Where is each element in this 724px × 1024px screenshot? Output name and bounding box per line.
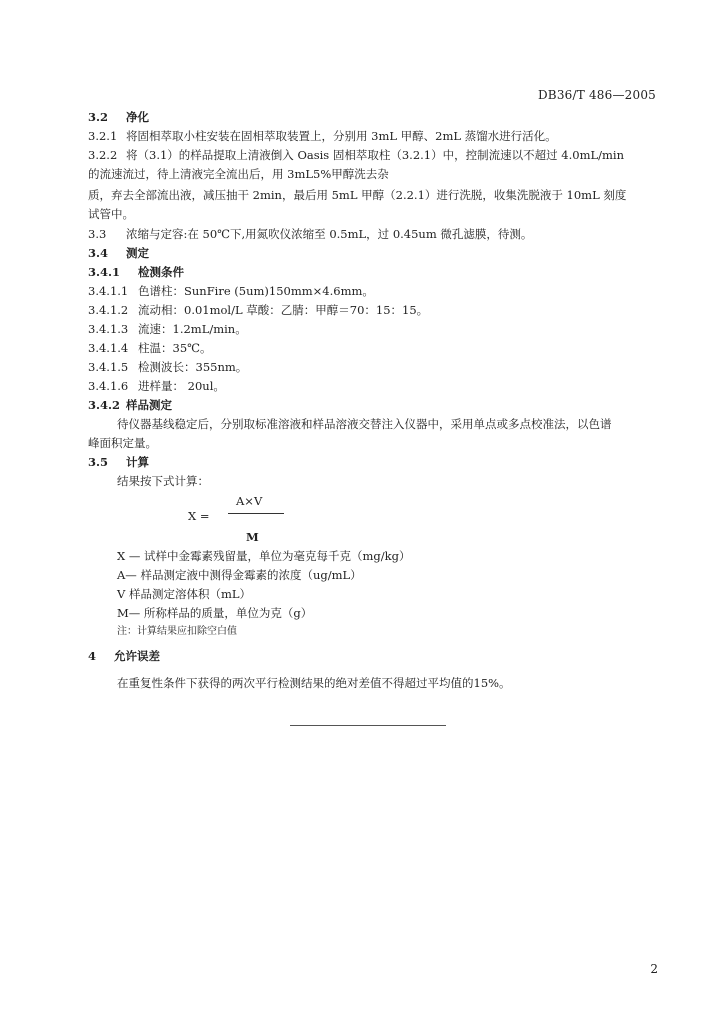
clause-number: 3.4.1.6 <box>88 379 129 393</box>
standard-code-header: DB36/T 486—2005 <box>537 88 656 102</box>
clause-text: 将固相萃取小柱安装在固相萃取装置上，分别用 3mL 甲醇、2mL 蒸馏水进行活化。 <box>126 129 557 143</box>
definition-m: M— 所称样品的质量，单位为克（g） <box>117 606 313 620</box>
section-3-4-2-heading <box>88 396 172 415</box>
formula-fraction-bar <box>228 513 284 514</box>
section-3-2-heading <box>88 108 149 127</box>
page-number: 2 <box>650 962 658 976</box>
clause-3-2-2-line3: 质，弃去全部流出液，减压抽干 2min，最后用 5mL 甲醇（2.2.1）进行洗脱，收集洗脱液于 10mL 刻度 <box>88 188 627 202</box>
section-number: 3.4.2 <box>88 398 121 412</box>
section-title: 净化 <box>126 110 149 124</box>
clause-text: 浓缩与定容:在 50℃下,用氮吹仪浓缩至 0.5mL，过 0.45um 微孔滤膜，待测。 <box>126 227 533 241</box>
section-title: 样品测定 <box>126 398 172 412</box>
end-of-document-rule <box>290 725 446 726</box>
clause-text: 柱温：35℃。 <box>138 341 212 355</box>
section-number: 3.4 <box>88 246 109 260</box>
clause-3-2-2-line4: 试管中。 <box>88 207 134 221</box>
clause-number: 3.2.2 <box>88 148 118 162</box>
section-title: 测定 <box>126 246 149 260</box>
formula-denominator: M <box>246 530 259 544</box>
calculation-intro: 结果按下式计算： <box>117 474 209 488</box>
clause-number: 3.4.1.2 <box>88 303 129 317</box>
definition-x: X — 试样中金霉素残留量，单位为毫克每千克（mg/kg） <box>117 549 411 563</box>
section-4-heading <box>88 647 160 666</box>
section-title: 检测条件 <box>138 265 184 279</box>
section-3-5-heading <box>88 453 149 472</box>
clause-number: 3.4.1.5 <box>88 360 129 374</box>
section-3-4-1-heading <box>88 263 184 282</box>
clause-3-4-1-1 <box>88 282 374 301</box>
clause-3-4-1-2 <box>88 301 428 320</box>
formula-lhs: X = <box>188 509 210 523</box>
clause-3-4-1-6 <box>88 377 225 396</box>
clause-text: 检测波长：355nm。 <box>138 360 248 374</box>
section-number: 4 <box>88 649 97 663</box>
calculation-note: 注：计算结果应扣除空白值 <box>117 626 237 637</box>
section-4-text: 在重复性条件下获得的两次平行检测结果的绝对差值不得超过平均值的15%。 <box>117 676 511 690</box>
clause-3-2-1 <box>88 127 557 146</box>
section-number: 3.5 <box>88 455 109 469</box>
clause-3-4-2-text: 待仪器基线稳定后，分别取标准溶液和样品溶液交替注入仪器中，采用单点或多点校准法，以色谱 <box>117 417 612 431</box>
section-title: 允许误差 <box>114 649 160 663</box>
clause-text: 流动相：0.01mol/L 草酸：乙腈：甲醇＝70：15：15。 <box>138 303 429 317</box>
clause-3-3 <box>88 225 532 244</box>
clause-number: 3.4.1.4 <box>88 341 129 355</box>
clause-number: 3.3 <box>88 227 107 241</box>
clause-3-2-2 <box>88 146 624 165</box>
clause-3-4-1-5 <box>88 358 247 377</box>
clause-number: 3.4.1.3 <box>88 322 129 336</box>
definition-v: V 样品测定溶体积（mL） <box>117 587 252 601</box>
clause-text: 将（3.1）的样品提取上清液倒入 Oasis 固相萃取柱（3.2.1）中，控制流速以不超过 4.0mL/min <box>126 148 624 162</box>
section-title: 计算 <box>126 455 149 469</box>
clause-number: 3.2.1 <box>88 129 118 143</box>
definition-a: A— 样品测定液中测得金霉素的浓度（ug/mL） <box>117 568 362 582</box>
section-number: 3.2 <box>88 110 109 124</box>
clause-3-4-2-text-line2: 峰面积定量。 <box>88 436 157 450</box>
formula-numerator: A×V <box>236 494 263 508</box>
clause-text: 流速：1.2mL/min。 <box>138 322 247 336</box>
clause-number: 3.4.1.1 <box>88 284 129 298</box>
section-3-4-heading <box>88 244 149 263</box>
section-number: 3.4.1 <box>88 265 121 279</box>
clause-3-2-2-line2: 的流速流过，待上清液完全流出后，用 3mL5%甲醇洗去杂 <box>88 167 389 181</box>
clause-3-4-1-3 <box>88 320 247 339</box>
clause-text: 进样量： 20ul。 <box>138 379 225 393</box>
clause-text: 色谱柱：SunFire (5um)150mm×4.6mm。 <box>138 284 374 298</box>
clause-3-4-1-4 <box>88 339 212 358</box>
